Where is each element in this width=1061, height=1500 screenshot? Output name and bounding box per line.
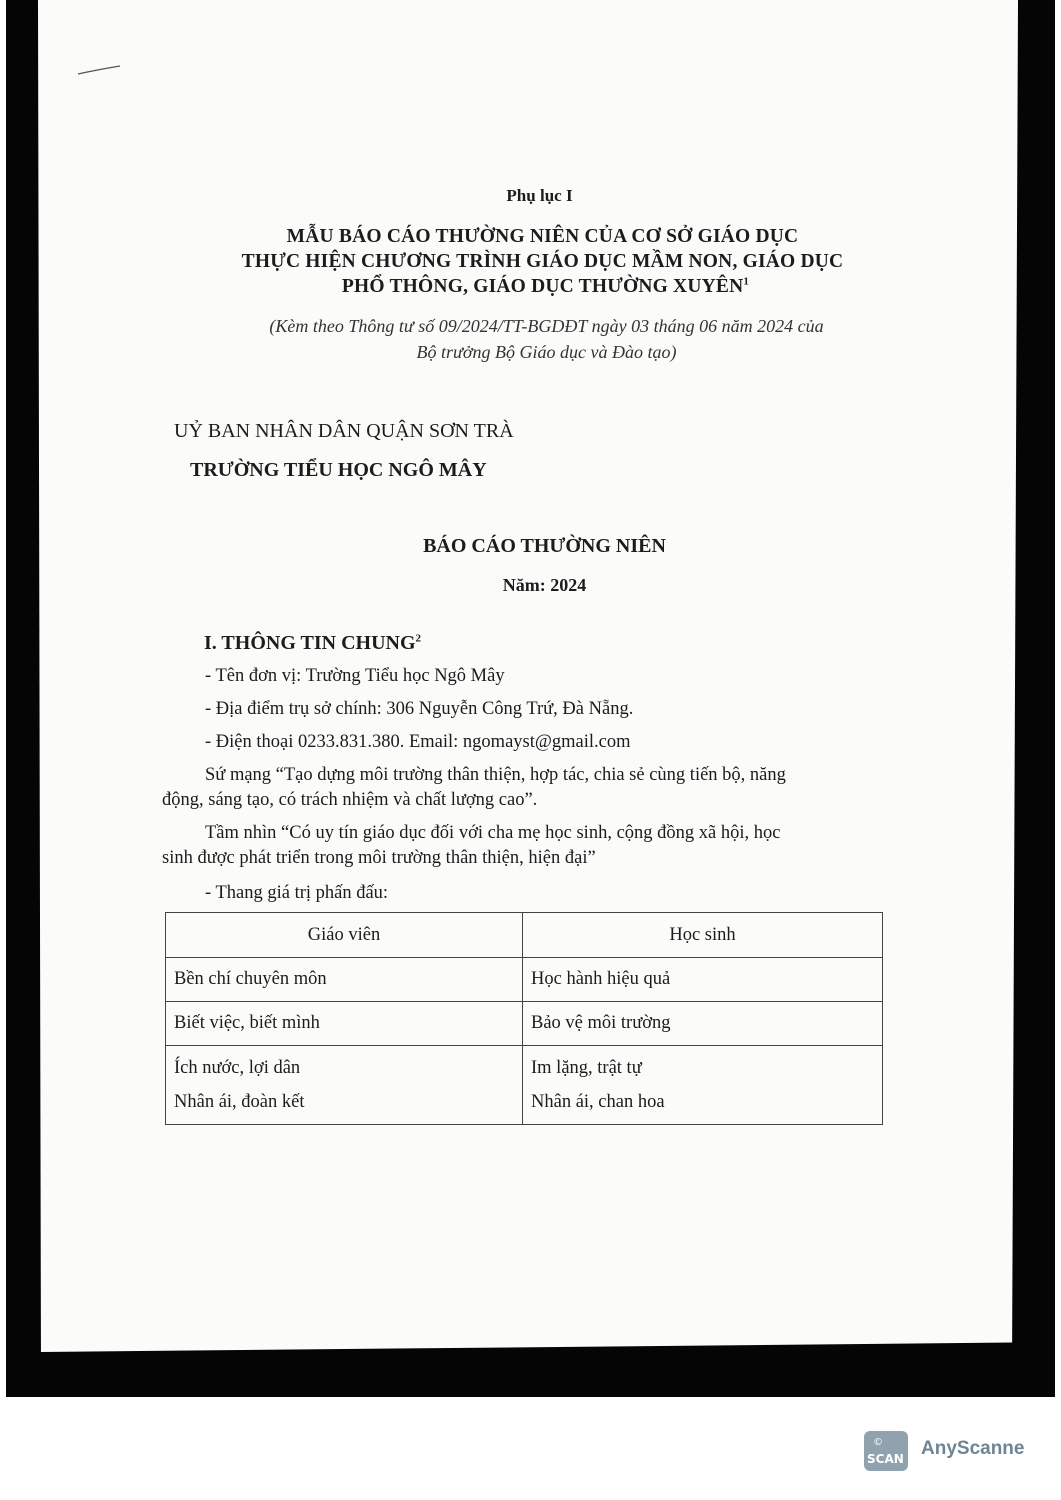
section-footnote: 2 bbox=[415, 632, 422, 645]
report-year: Năm: 2024 bbox=[502, 575, 587, 595]
title-line-2: THỰC HIỆN CHƯƠNG TRÌNH GIÁO DỤC MẦM NON, GIÁO DỤC bbox=[241, 251, 844, 272]
title-line-1: MẪU BÁO CÁO THƯỜNG NIÊN CỦA CƠ SỞ GIÁO DỤC bbox=[286, 226, 799, 247]
appendix-label: Phụ lục I bbox=[506, 186, 573, 205]
cell-teacher: Bền chí chuyên môn bbox=[166, 958, 523, 1002]
table-row bbox=[166, 1046, 883, 1125]
mission-line-2: động, sáng tạo, có trách nhiệm và chất lượng cao”. bbox=[162, 790, 538, 810]
cell-student-line-1: Im lặng, trật tự bbox=[531, 1058, 642, 1078]
cell-student: Học hành hiệu quả bbox=[523, 958, 883, 1002]
cell-teacher: Biết việc, biết mình bbox=[166, 1002, 523, 1046]
contact: - Điện thoại 0233.831.380. Email: ngomayst@gmail.com bbox=[205, 732, 631, 752]
anyscanner-logo-icon bbox=[864, 1431, 908, 1471]
values-table bbox=[165, 912, 883, 1125]
vision-line-1: Tầm nhìn “Có uy tín giáo dục đối với cha mẹ học sinh, cộng đồng xã hội, học bbox=[205, 823, 781, 843]
cell-student bbox=[523, 1046, 883, 1125]
cell-teacher-line-1: Ích nước, lợi dân bbox=[174, 1058, 301, 1078]
report-title: BÁO CÁO THƯỜNG NIÊN bbox=[423, 535, 666, 557]
table-header-row bbox=[166, 913, 883, 958]
title-line-3 bbox=[0, 276, 1061, 298]
cell-teacher bbox=[166, 1046, 523, 1125]
values-label: - Thang giá trị phấn đấu: bbox=[205, 883, 389, 903]
table-row bbox=[166, 958, 883, 1002]
table-row bbox=[166, 1002, 883, 1046]
watermark-brand: AnyScanne bbox=[921, 1438, 1025, 1459]
school-name: TRƯỜNG TIỂU HỌC NGÔ MÂY bbox=[190, 459, 487, 481]
cell-student: Bảo vệ môi trường bbox=[523, 1002, 883, 1046]
cell-student-line-2: Nhân ái, chan hoa bbox=[531, 1092, 665, 1112]
note-line-1: (Kèm theo Thông tư số 09/2024/TT-BGDĐT ngày 03 tháng 06 năm 2024 của bbox=[269, 316, 824, 336]
header-teacher: Giáo viên bbox=[166, 913, 523, 958]
logo-symbol: © bbox=[873, 1437, 883, 1448]
logo-scan-text: SCAN bbox=[867, 1452, 904, 1466]
vision-line-2: sinh được phát triển trong môi trường thân thiện, hiện đại” bbox=[162, 848, 596, 868]
mission-line-1: Sứ mạng “Tạo dựng môi trường thân thiện, hợp tác, chia sẻ cùng tiến bộ, năng bbox=[205, 765, 786, 785]
section-heading-text: I. THÔNG TIN CHUNG bbox=[204, 632, 416, 654]
unit-name: - Tên đơn vị: Trường Tiểu học Ngô Mây bbox=[205, 666, 505, 686]
cell-teacher-line-2: Nhân ái, đoàn kết bbox=[174, 1092, 305, 1112]
address: - Địa điểm trụ sở chính: 306 Nguyễn Công Trứ, Đà Nẵng. bbox=[205, 699, 634, 719]
title-line-3-text: PHỔ THÔNG, GIÁO DỤC THƯỜNG XUYÊN bbox=[341, 276, 744, 297]
section-heading bbox=[204, 632, 421, 655]
pen-mark bbox=[76, 62, 126, 78]
note-line-2: Bộ trưởng Bộ Giáo dục và Đào tạo) bbox=[416, 342, 677, 362]
header-student: Học sinh bbox=[523, 913, 883, 958]
parent-organization: UỶ BAN NHÂN DÂN QUẬN SƠN TRÀ bbox=[174, 420, 514, 442]
title-footnote: 1 bbox=[743, 275, 750, 288]
